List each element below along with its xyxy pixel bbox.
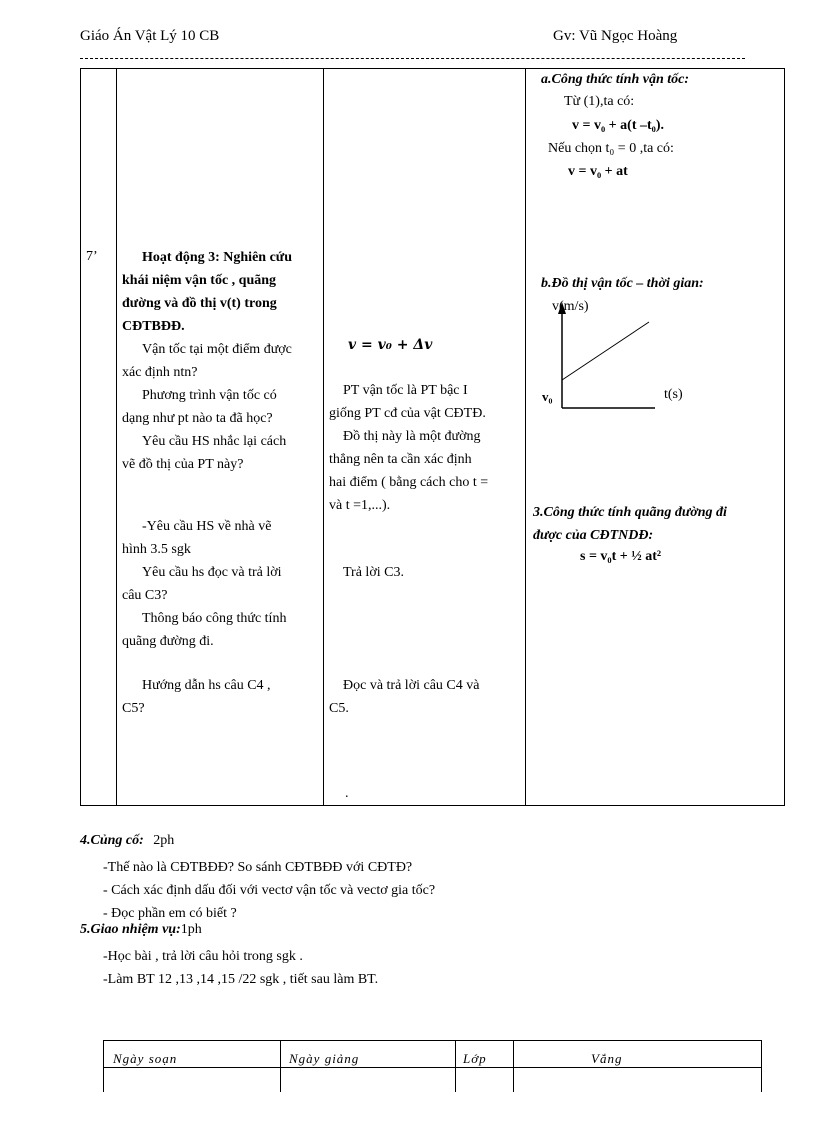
section-3-title-line: được của CĐTNDĐ: [533,528,654,543]
header-divider [80,58,745,59]
section-a-choice: Nếu chọn t₀ = 0 ,ta có: [548,141,674,156]
teacher-activity-2 [122,515,286,653]
student-answer: giống PT cđ của vật CĐTĐ. [329,406,486,421]
student-answer: PT vận tốc là PT bậc I [343,383,468,398]
student-answer: thẳng nên ta cần xác định [329,452,472,467]
section-a-title: a.Công thức tính vận tốc: [541,72,690,87]
student-dot: . [345,786,349,801]
student-activity [329,379,488,517]
consolidation-title: 4.Củng cố: [80,833,144,848]
section-3-title [533,501,727,547]
activity-title-line: đường và đồ thị v(t) trong [122,296,277,311]
consolidation-time: 2ph [153,833,175,848]
assignment-title: 5.Giao nhiệm vụ: [80,922,181,937]
teacher-activity-3 [122,674,271,720]
header-title: Giáo Án Vật Lý 10 CB [80,28,220,44]
teacher-instruction: Yêu cầu hs đọc và trả lời [142,565,282,580]
student-answer: hai điểm ( bằng cách cho t = [329,475,489,490]
teacher-instruction: C5? [122,701,145,716]
velocity-formula-simple: v = v₀ + at [568,164,628,179]
consolidation-item: -Thế nào là CĐTBĐĐ? So sánh CĐTBĐĐ với CĐTĐ? [103,860,413,875]
teacher-instruction: quãng đường đi. [122,634,214,649]
student-answer: và t =1,...). [329,498,391,513]
velocity-formula-general: v = v₀ + a(t –t₀). [572,118,664,133]
activity-title-line: khái niệm vận tốc , quãng [122,273,277,288]
teacher-question: Yêu cầu HS nhắc lại cách [142,434,287,449]
assignment-heading [80,922,202,938]
student-c3: Trả lời C3. [343,565,404,580]
section-3-title-line: 3.Công thức tính quãng đường đi [533,505,727,520]
student-answer: Đồ thị này là một đường [343,429,481,444]
teacher-instruction: Hướng dẫn hs câu C4 , [142,678,271,693]
graph-origin-label: v₀ [542,389,553,404]
schedule-header-absent: Vắng [591,1051,623,1066]
assignment-list [103,945,378,991]
student-answer: C5. [329,701,349,716]
teacher-question: dạng như pt nào ta đã học? [122,411,273,426]
teacher-instruction: câu C3? [122,588,168,603]
consolidation-heading [80,833,174,849]
header-author: Gv: Vũ Ngọc Hoàng [553,28,678,44]
graph-y-label: v(m/s) [552,299,589,314]
teacher-question: xác định ntn? [122,365,198,380]
assignment-item: -Làm BT 12 ,13 ,14 ,15 /22 sgk , tiết sau làm BT. [103,972,379,987]
activity-title-line: Hoạt động 3: Nghiên cứu [142,250,292,265]
activity-title-line: CĐTBĐĐ. [122,319,185,334]
teacher-instruction: Thông báo công thức tính [142,611,287,626]
section-a-intro: Từ (1),ta có: [564,94,635,109]
activity-time: 7’ [86,249,98,264]
schedule-header-taught: Ngày giảng [289,1051,360,1066]
teacher-question: vẽ đồ thị của PT này? [122,457,244,472]
schedule-header-prepared: Ngày soạn [113,1051,178,1066]
student-answer: Đọc và trả lời câu C4 và [343,678,480,693]
section-b-title: b.Đồ thị vận tốc – thời gian: [541,276,704,291]
teacher-question: Phương trình vận tốc có [142,388,277,403]
graph-velocity-line [562,322,649,380]
teacher-instruction: -Yêu cầu HS về nhà vẽ [142,519,272,534]
consolidation-item: - Đọc phần em có biết ? [103,906,237,921]
student-activity-2 [329,674,479,720]
teacher-activity [122,246,292,476]
consolidation-list [103,856,435,925]
teacher-instruction: hình 3.5 sgk [122,542,191,557]
assignment-time: 1ph [180,922,202,937]
consolidation-item: - Cách xác định dấu đối với vectơ vận tốc và vectơ gia tốc? [103,883,436,898]
teacher-question: Vận tốc tại một điểm được [142,342,292,357]
assignment-item: -Học bài , trả lời câu hỏi trong sgk . [103,949,303,964]
schedule-header-class: Lớp [463,1051,487,1066]
distance-formula: s = v₀t + ½ at² [580,549,662,564]
velocity-formula: v = v₀ + Δv [348,337,433,353]
graph-x-label: t(s) [664,387,683,402]
